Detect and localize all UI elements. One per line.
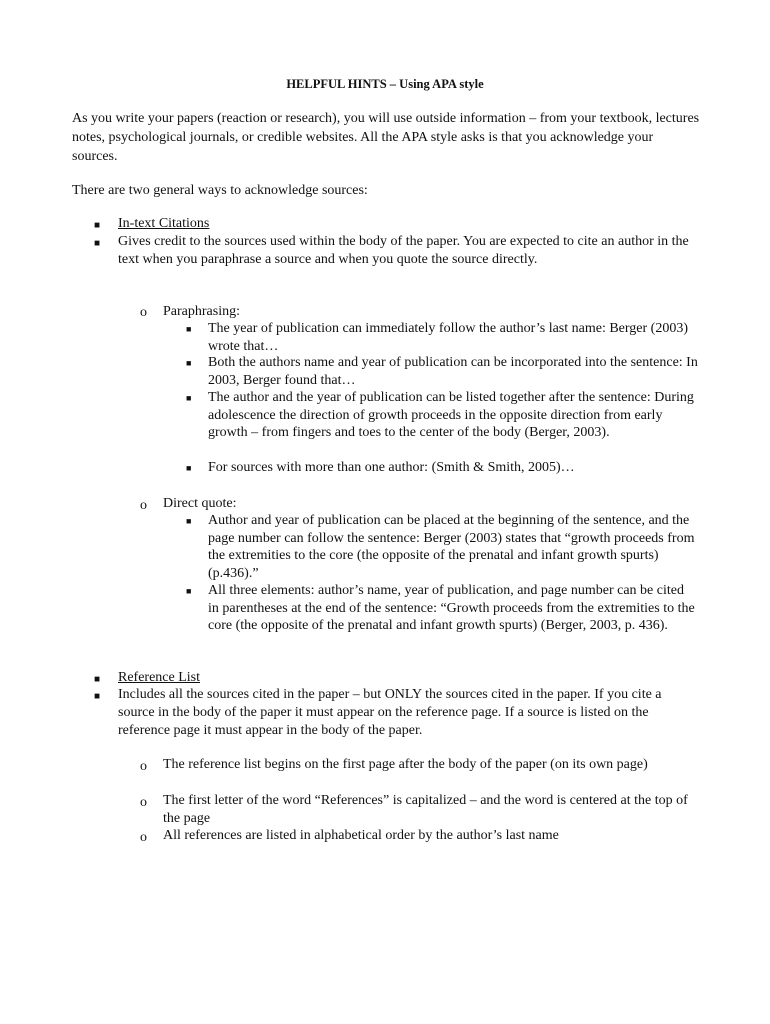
direct-quote-label: Direct quote:	[163, 496, 237, 511]
paraphrasing-item: The author and the year of publication can be listed together after the sentence: During adolescence the direction of growth proceeds in the opposite direction from early growth – from fingers and toes to the center of the body (Berger, 2003).	[208, 390, 694, 441]
circle-bullet: o	[140, 498, 147, 513]
in-text-heading: In-text Citations	[118, 216, 210, 231]
paraphrasing-item: Both the authors name and year of publication can be incorporated into the sentence: In 2003, Berger found that…	[208, 355, 698, 388]
ways-paragraph: There are two general ways to acknowledge sources:	[72, 183, 368, 198]
square-bullet: ■	[186, 586, 192, 596]
reference-rule-item: All references are listed in alphabetical order by the author’s last name	[163, 828, 559, 843]
circle-bullet: o	[140, 830, 147, 845]
square-bullet: ■	[94, 238, 101, 249]
paraphrasing-item: The year of publication can immediately follow the author’s last name: Berger (2003) wrote that…	[208, 321, 688, 354]
intro-paragraph: As you write your papers (reaction or research), you will use outside information – from your textbook, lectures notes, psychological journals, or credible websites. All the APA style asks is that you acknowledge your sources.	[72, 111, 700, 164]
circle-bullet: o	[140, 305, 147, 320]
square-bullet: ■	[186, 324, 192, 334]
page-title: HELPFUL HINTS – Using APA style	[286, 77, 484, 91]
square-bullet: ■	[186, 463, 192, 473]
direct-quote-item: All three elements: author’s name, year of publication, and page number can be cited in parentheses at the end of the sentence: “Growth proceeds from the extremities to the core (the opposite of the prenatal and infant growth spurts) (Berger, 2003, p. 436).	[208, 583, 695, 634]
square-bullet: ■	[186, 516, 192, 526]
paraphrasing-item: For sources with more than one author: (Smith & Smith, 2005)…	[208, 460, 575, 475]
square-bullet: ■	[94, 674, 101, 685]
paraphrasing-label: Paraphrasing:	[163, 304, 240, 319]
reference-rule-item: The reference list begins on the first page after the body of the paper (on its own page)	[163, 757, 648, 772]
square-bullet: ■	[186, 393, 192, 403]
square-bullet: ■	[186, 358, 192, 368]
square-bullet: ■	[94, 220, 101, 231]
circle-bullet: o	[140, 795, 147, 810]
in-text-description: Gives credit to the sources used within the body of the paper. You are expected to cite an author in the text when you paraphrase a source and when you quote the source directly.	[118, 234, 689, 267]
reference-list-description: Includes all the sources cited in the paper – but ONLY the sources cited in the paper. If you cite a source in the body of the paper it must appear on the reference page. If a source is listed on the reference page it must appear in the body of the paper.	[118, 687, 662, 738]
reference-rule-item: The first letter of the word “References” is capitalized – and the word is centered at the top of the page	[163, 793, 688, 826]
reference-list-heading: Reference List	[118, 670, 201, 685]
direct-quote-item: Author and year of publication can be placed at the beginning of the sentence, and the page number can follow the sentence: Berger (2003) states that “growth proceeds from the extremities to the core (the opposite of the prenatal and infant growth spurts) (p.436).”	[208, 513, 695, 581]
circle-bullet: o	[140, 759, 147, 774]
square-bullet: ■	[94, 691, 101, 702]
